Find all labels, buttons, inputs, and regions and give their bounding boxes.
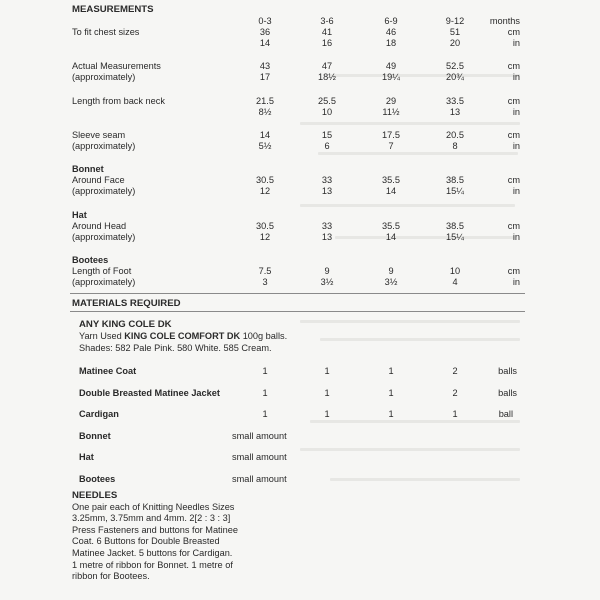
cm-value: 29 (385, 96, 397, 106)
cm-value: 52.5 (446, 61, 464, 71)
item-qty: 2 (452, 366, 458, 376)
group-heading: Hat (72, 210, 87, 220)
in-value: 17 (259, 72, 271, 82)
chest-in: 18 (385, 38, 397, 48)
unit-cm: cm (507, 175, 520, 185)
row-label: Sleeve seam (72, 130, 126, 140)
in-value: 19¼ (382, 72, 400, 82)
item-name: Cardigan (79, 409, 119, 419)
unit-cm: cm (507, 221, 520, 231)
item-qty: 1 (324, 388, 330, 398)
item-qty: 1 (324, 366, 330, 376)
chest-cm: 36 (259, 27, 271, 37)
cm-value: 14 (259, 130, 271, 140)
unit-in: in (512, 72, 520, 82)
cm-value: 33.5 (446, 96, 464, 106)
in-value: 14 (385, 232, 397, 242)
item-qty: 1 (262, 388, 268, 398)
row-sublabel: (approximately) (72, 141, 136, 151)
in-value: 14 (385, 186, 397, 196)
unit-in: in (512, 38, 520, 48)
in-value: 13 (449, 107, 461, 117)
in-value: 3½ (320, 277, 334, 287)
item-qty: 1 (388, 409, 394, 419)
item-qty: 1 (452, 409, 458, 419)
item-qty: 1 (262, 366, 268, 376)
item-amount: small amount (232, 431, 287, 441)
in-value: 3½ (384, 277, 398, 287)
size-header: 6-9 (384, 16, 398, 26)
row-sublabel: (approximately) (72, 232, 136, 242)
cm-value: 9 (324, 266, 330, 276)
chest-cm: 46 (385, 27, 397, 37)
item-amount: small amount (232, 452, 287, 462)
chest-in: 16 (321, 38, 333, 48)
in-value: 6 (324, 141, 330, 151)
cm-value: 33 (321, 221, 333, 231)
unit-cm: cm (507, 96, 520, 106)
in-value: 20¾ (446, 72, 464, 82)
cm-value: 35.5 (382, 175, 400, 185)
unit-cm: cm (507, 266, 520, 276)
size-header: 3-6 (320, 16, 334, 26)
unit-in: in (512, 186, 520, 196)
cm-value: 15 (321, 130, 333, 140)
chest-in: 14 (259, 38, 271, 48)
unit-cm: cm (507, 130, 520, 140)
cm-value: 21.5 (256, 96, 274, 106)
size-header: 0-3 (258, 16, 272, 26)
in-value: 13 (321, 232, 333, 242)
cm-value: 10 (449, 266, 461, 276)
item-unit: ball (498, 409, 513, 419)
in-value: 3 (262, 277, 268, 287)
needles-line: Press Fasteners and buttons for Matinee (72, 524, 238, 535)
row-label: Actual Measurements (72, 61, 161, 71)
item-name: Matinee Coat (79, 366, 137, 376)
needles-line: Coat. 6 Buttons for Double Breasted (72, 536, 220, 547)
in-value: 13 (321, 186, 333, 196)
row-sublabel: (approximately) (72, 277, 136, 287)
item-name: Bootees (79, 474, 116, 484)
row-label: Length from back neck (72, 96, 165, 106)
section-divider (70, 311, 525, 312)
unit-cm: cm (507, 27, 520, 37)
size-unit: months (489, 16, 520, 26)
chest-size-label: To fit chest sizes (72, 27, 140, 37)
cm-value: 30.5 (256, 221, 274, 231)
section-divider (70, 293, 525, 294)
in-value: 12 (259, 186, 271, 196)
in-value: 8 (452, 141, 458, 151)
cm-value: 47 (321, 61, 333, 71)
item-amount: small amount (232, 474, 287, 484)
item-qty: 2 (452, 388, 458, 398)
needles-line: 1 metre of ribbon for Bonnet. 1 metre of (72, 559, 233, 570)
in-value: 15¼ (446, 232, 464, 242)
row-label: Around Head (72, 221, 127, 231)
in-value: 11½ (382, 107, 400, 117)
materials-heading: MATERIALS REQUIRED (72, 298, 181, 309)
in-value: 7 (388, 141, 394, 151)
cm-value: 35.5 (382, 221, 400, 231)
needles-heading: NEEDLES (72, 490, 118, 501)
in-value: 18½ (318, 72, 336, 82)
unit-in: in (512, 141, 520, 151)
cm-value: 30.5 (256, 175, 274, 185)
cm-value: 25.5 (318, 96, 336, 106)
in-value: 12 (259, 232, 271, 242)
cm-value: 33 (321, 175, 333, 185)
group-heading: Bonnet (72, 164, 104, 174)
size-header: 9-12 (445, 16, 465, 26)
row-label: Length of Foot (72, 266, 132, 276)
needles-line: Matinee Jacket. 5 buttons for Cardigan. (72, 547, 233, 558)
item-name: Hat (79, 452, 94, 462)
needles-block (72, 490, 282, 583)
cm-value: 38.5 (446, 221, 464, 231)
measurements-heading: MEASUREMENTS (72, 4, 154, 15)
cm-value: 7.5 (258, 266, 272, 276)
in-value: 5½ (258, 141, 272, 151)
in-value: 10 (321, 107, 333, 117)
cm-value: 43 (259, 61, 271, 71)
chest-cm: 51 (449, 27, 461, 37)
cm-value: 49 (385, 61, 397, 71)
in-value: 8½ (258, 107, 272, 117)
unit-in: in (512, 277, 520, 287)
needles-line: ribbon for Bootees. (72, 571, 150, 582)
item-qty: 1 (324, 409, 330, 419)
chest-in: 20 (449, 38, 461, 48)
yarn-name: KING COLE COMFORT DK (124, 331, 241, 341)
row-label: Around Face (72, 175, 125, 185)
item-qty: 1 (388, 388, 394, 398)
cm-value: 20.5 (446, 130, 464, 140)
group-heading: Bootees (72, 255, 109, 265)
row-sublabel: (approximately) (72, 186, 136, 196)
unit-in: in (512, 232, 520, 242)
cm-value: 9 (388, 266, 394, 276)
needles-line: 3.25mm, 3.75mm and 4mm. 2[2 : 3 : 3] (72, 513, 231, 524)
in-value: 4 (452, 277, 458, 287)
unit-in: in (512, 107, 520, 117)
cm-value: 38.5 (446, 175, 464, 185)
item-unit: balls (498, 366, 517, 376)
cm-value: 17.5 (382, 130, 400, 140)
item-unit: balls (498, 388, 517, 398)
chest-cm: 41 (321, 27, 333, 37)
unit-cm: cm (507, 61, 520, 71)
row-sublabel: (approximately) (72, 72, 136, 82)
yarn-heading: ANY KING COLE DK (79, 319, 172, 330)
in-value: 15¼ (446, 186, 464, 196)
needles-line: One pair each of Knitting Needles Sizes (72, 501, 235, 512)
item-qty: 1 (262, 409, 268, 419)
yarn-used: Yarn Used KING COLE COMFORT DK 100g balls. (79, 331, 288, 341)
item-name: Double Breasted Matinee Jacket (79, 388, 220, 398)
item-qty: 1 (388, 366, 394, 376)
item-name: Bonnet (79, 431, 111, 441)
yarn-shades: Shades: 582 Pale Pink. 580 White. 585 Cream. (79, 343, 272, 353)
